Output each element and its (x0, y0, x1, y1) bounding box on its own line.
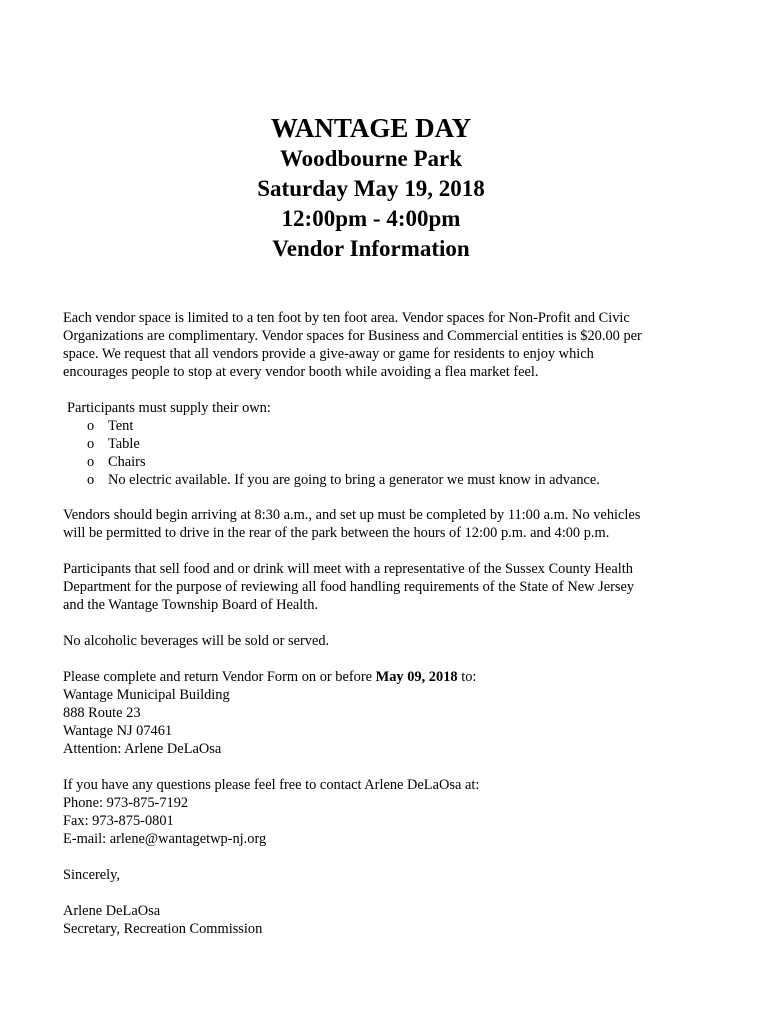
intro-line: Each vendor space is limited to a ten foot by ten foot area. Vendor spaces for Non-Profit and Civic (63, 310, 630, 326)
address-line: Attention: Arlene DeLaOsa (63, 741, 222, 757)
document-subtitle: Vendor Information (272, 236, 470, 261)
return-suffix: to: (457, 669, 477, 685)
address-line: Wantage NJ 07461 (63, 723, 173, 739)
food-line: and the Wantage Township Board of Health. (63, 597, 319, 613)
address-line: Wantage Municipal Building (63, 687, 230, 703)
alcohol-notice: No alcoholic beverages will be sold or served. (63, 633, 330, 649)
title-block (0, 112, 742, 264)
return-prefix: Please complete and return Vendor Form on or before (63, 669, 376, 685)
bullet-icon: o (87, 436, 95, 452)
document-body (63, 309, 703, 938)
signature-block (63, 902, 703, 938)
list-item (63, 417, 703, 435)
bullet-icon: o (87, 472, 95, 488)
arrival-paragraph (63, 506, 703, 542)
list-item-text: Table (108, 436, 140, 452)
supplies-list (63, 417, 703, 489)
contact-intro: If you have any questions please feel free to contact Arlene DeLaOsa at: (63, 777, 480, 793)
return-paragraph (63, 668, 703, 758)
return-instruction (63, 668, 703, 686)
list-item (63, 453, 703, 471)
food-line: Department for the purpose of reviewing all food handling requirements of the State of New Jersey (63, 579, 635, 595)
event-title: WANTAGE DAY (270, 113, 472, 143)
list-item-text: Tent (108, 418, 134, 434)
intro-line: encourages people to stop at every vendor booth while avoiding a flea market feel. (63, 364, 539, 380)
intro-paragraph (63, 309, 703, 381)
food-paragraph (63, 560, 703, 614)
list-item-text: No electric available. If you are going to bring a generator we must know in advance. (108, 472, 600, 488)
signer-name: Arlene DeLaOsa (63, 903, 161, 919)
return-deadline: May 09, 2018 (375, 669, 458, 685)
signer-role: Secretary, Recreation Commission (63, 921, 263, 937)
event-location: Woodbourne Park (279, 146, 463, 171)
address-line: 888 Route 23 (63, 705, 141, 721)
event-time: 12:00pm - 4:00pm (281, 206, 461, 231)
event-date: Saturday May 19, 2018 (257, 176, 485, 201)
list-item-text: Chairs (108, 454, 146, 470)
intro-line: space. We request that all vendors provide a give-away or game for residents to enjoy which (63, 346, 594, 362)
contact-phone: Phone: 973-875-7192 (63, 795, 189, 811)
list-item (63, 471, 703, 489)
arrival-line: will be permitted to drive in the rear of the park between the hours of 12:00 p.m. and 4:00 p.m. (63, 525, 610, 541)
bullet-icon: o (87, 454, 95, 470)
contact-paragraph (63, 776, 703, 848)
arrival-line: Vendors should begin arriving at 8:30 a.m., and set up must be completed by 11:00 a.m. No vehicles (63, 507, 641, 523)
intro-line: Organizations are complimentary. Vendor spaces for Business and Commercial entities is $20.00 per (63, 328, 642, 344)
contact-email: E-mail: arlene@wantagetwp-nj.org (63, 831, 267, 847)
closing-salutation: Sincerely, (63, 867, 121, 883)
list-item (63, 435, 703, 453)
contact-fax: Fax: 973-875-0801 (63, 813, 174, 829)
food-line: Participants that sell food and or drink will meet with a representative of the Sussex County Health (63, 561, 633, 577)
bullet-icon: o (87, 418, 95, 434)
supplies-heading: Participants must supply their own: (67, 400, 271, 416)
